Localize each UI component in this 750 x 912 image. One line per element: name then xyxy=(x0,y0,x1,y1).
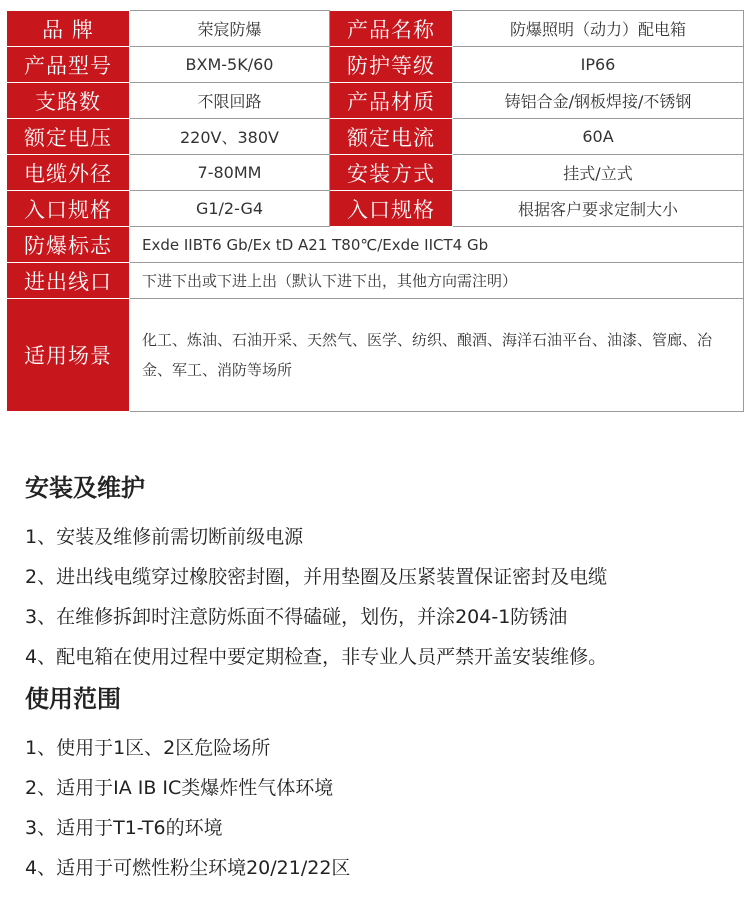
spec-label: 产品名称 xyxy=(330,11,453,47)
spec-label: 额定电压 xyxy=(7,119,130,155)
spec-row-cable xyxy=(7,155,744,191)
spec-value: 下进下出或下进上出（默认下进下出，其他方向需注明） xyxy=(130,263,744,299)
spec-label: 安装方式 xyxy=(330,155,453,191)
spec-label: 电缆外径 xyxy=(7,155,130,191)
spec-label: 品 牌 xyxy=(7,11,130,47)
spec-row-model xyxy=(7,47,744,83)
spec-label: 入口规格 xyxy=(7,191,130,227)
spec-row-inlet xyxy=(7,191,744,227)
list-item: 2、适用于IA IB IC类爆炸性气体环境 xyxy=(25,777,334,799)
list-item: 1、使用于1区、2区危险场所 xyxy=(25,737,271,759)
spec-label: 防护等级 xyxy=(330,47,453,83)
spec-value: IP66 xyxy=(453,47,744,83)
spec-label: 额定电流 xyxy=(330,119,453,155)
spec-row-voltage xyxy=(7,119,744,155)
spec-row-inlet-outlet xyxy=(7,263,744,299)
spec-value: G1/2-G4 xyxy=(130,191,330,227)
spec-value: Exde IIBT6 Gb/Ex tD A21 T80℃/Exde IICT4 Gb xyxy=(130,227,744,263)
spec-label: 支路数 xyxy=(7,83,130,119)
spec-value: 根据客户要求定制大小 xyxy=(453,191,744,227)
spec-value: 不限回路 xyxy=(130,83,330,119)
usage-list xyxy=(25,728,350,888)
spec-value: 铸铝合金/钢板焊接/不锈钢 xyxy=(453,83,744,119)
spec-value: 7-80MM xyxy=(130,155,330,191)
spec-value: 化工、炼油、石油开采、天然气、医学、纺织、酿酒、海洋石油平台、油漆、管廊、冶金、军工、消防等场所 xyxy=(130,299,744,412)
spec-row-branches xyxy=(7,83,744,119)
spec-label: 适用场景 xyxy=(7,299,130,412)
spec-value: BXM-5K/60 xyxy=(130,47,330,83)
spec-value: 220V、380V xyxy=(130,119,330,155)
spec-value: 60A xyxy=(453,119,744,155)
list-item: 4、配电箱在使用过程中要定期检查，非专业人员严禁开盖安装维修。 xyxy=(25,646,608,668)
install-list xyxy=(25,517,607,677)
spec-value: 挂式/立式 xyxy=(453,155,744,191)
spec-row-explosion-mark xyxy=(7,227,744,263)
usage-title: 使用范围 xyxy=(25,685,121,713)
spec-row-applications xyxy=(7,299,744,412)
spec-row-brand xyxy=(7,11,744,47)
list-item: 3、适用于T1-T6的环境 xyxy=(25,817,223,839)
list-item: 2、进出线电缆穿过橡胶密封圈，并用垫圈及压紧装置保证密封及电缆 xyxy=(25,566,608,588)
spec-label: 产品材质 xyxy=(330,83,453,119)
spec-label: 防爆标志 xyxy=(7,227,130,263)
spec-value: 防爆照明（动力）配电箱 xyxy=(453,11,744,47)
list-item: 3、在维修拆卸时注意防烁面不得磕碰，划伤，并涂204-1防锈油 xyxy=(25,606,568,628)
install-title: 安装及维护 xyxy=(25,474,145,502)
list-item: 4、适用于可燃性粉尘环境20/21/22区 xyxy=(25,857,351,879)
spec-table xyxy=(6,10,744,412)
spec-label: 入口规格 xyxy=(330,191,453,227)
list-item: 1、安装及维修前需切断前级电源 xyxy=(25,526,304,548)
spec-label: 进出线口 xyxy=(7,263,130,299)
install-section xyxy=(25,467,607,677)
usage-section xyxy=(25,678,350,888)
spec-label: 产品型号 xyxy=(7,47,130,83)
spec-value: 荣宸防爆 xyxy=(130,11,330,47)
